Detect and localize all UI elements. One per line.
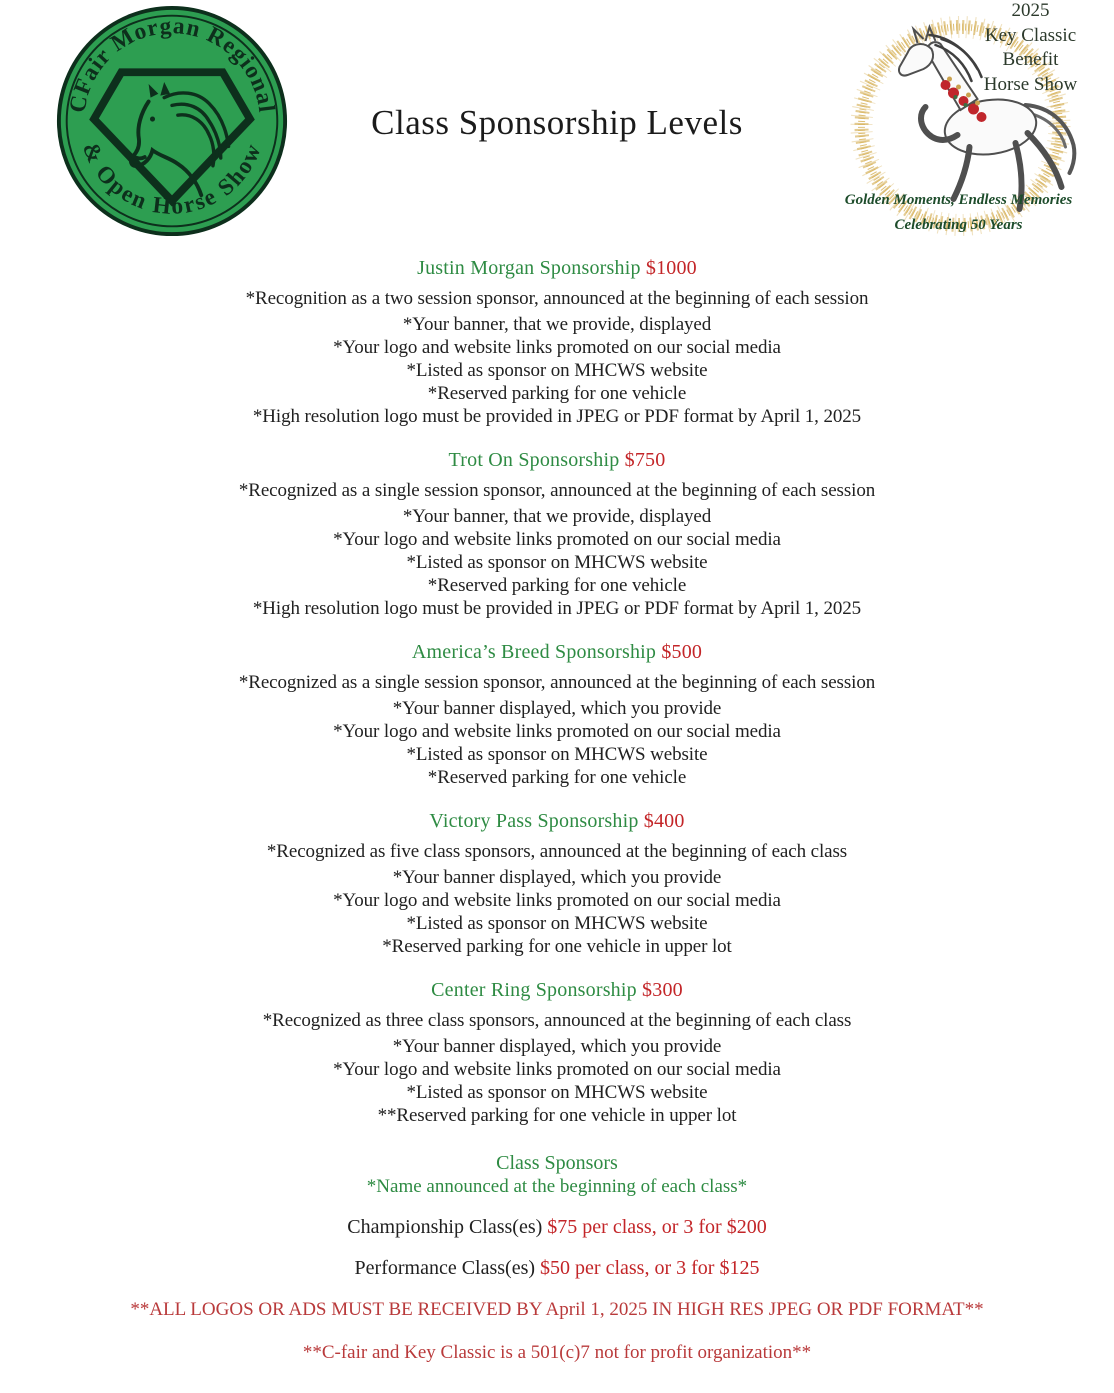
benefit-line: *Your logo and website links promoted on our social media bbox=[333, 529, 781, 550]
flyer-body bbox=[0, 256, 1114, 1364]
tier-price: $300 bbox=[642, 979, 683, 1001]
benefit-line: *Reserved parking for one vehicle in upper lot bbox=[382, 936, 732, 957]
section-heading bbox=[0, 978, 1114, 1002]
tier-price: $400 bbox=[643, 810, 685, 832]
benefit-line: *Reserved parking for one vehicle bbox=[427, 575, 687, 596]
flyer-header bbox=[0, 0, 1114, 252]
benefit-line: *Listed as sponsor on MHCWS website bbox=[406, 552, 708, 573]
class-price: $75 per class, or 3 for $200 bbox=[547, 1216, 767, 1238]
benefit-line: *Recognized as a single session sponsor, announced at the beginning of each session bbox=[238, 672, 876, 693]
footnote-logo-deadline: **ALL LOGOS OR ADS MUST BE RECEIVED BY April 1, 2025 IN HIGH RES JPEG OR PDF FORMAT** bbox=[130, 1299, 984, 1320]
tier-name: Victory Pass Sponsorship bbox=[429, 810, 639, 832]
benefit-line: *Listed as sponsor on MHCWS website bbox=[406, 913, 708, 934]
tier-price: $1000 bbox=[645, 257, 697, 279]
tier-name: Justin Morgan Sponsorship bbox=[417, 257, 641, 279]
benefit-line: *Your logo and website links promoted on our social media bbox=[333, 721, 781, 742]
class-sponsors-subheading: *Name announced at the beginning of each class* bbox=[366, 1176, 748, 1197]
benefit-line: **Reserved parking for one vehicle in upper lot bbox=[377, 1105, 737, 1126]
kc-year: 2025 bbox=[1011, 0, 1050, 21]
benefit-line: *Listed as sponsor on MHCWS website bbox=[406, 1082, 708, 1103]
section-trot-on bbox=[0, 448, 1114, 620]
kc-tagline2: Celebrating 50 Years bbox=[894, 217, 1023, 233]
benefit-line: *Your banner, that we provide, displayed bbox=[402, 506, 712, 527]
benefit-line: *Your logo and website links promoted on our social media bbox=[333, 1059, 781, 1080]
section-center-ring bbox=[0, 978, 1114, 1127]
benefit-line: *Your banner, that we provide, displayed bbox=[402, 314, 712, 335]
kc-tagline1: Golden Moments, Endless Memories bbox=[844, 192, 1073, 208]
benefit-line: *High resolution logo must be provided in JPEG or PDF format by April 1, 2025 bbox=[252, 406, 862, 427]
tier-price: $750 bbox=[624, 449, 666, 471]
section-americas-breed bbox=[0, 640, 1114, 789]
benefit-line: *Reserved parking for one vehicle bbox=[427, 767, 687, 788]
benefit-line: *Recognition as a two session sponsor, announced at the beginning of each session bbox=[245, 288, 869, 309]
key-classic-title-text bbox=[984, 0, 1078, 95]
section-class-sponsors bbox=[0, 1151, 1114, 1280]
section-heading bbox=[0, 809, 1114, 833]
tier-name: Trot On Sponsorship bbox=[448, 449, 620, 471]
benefit-line: *Your logo and website links promoted on our social media bbox=[333, 890, 781, 911]
section-victory-pass bbox=[0, 809, 1114, 958]
footnote-nonprofit: **C-fair and Key Classic is a 501(c)7 not for profit organization** bbox=[302, 1342, 812, 1363]
benefit-line: *Your banner displayed, which you provide bbox=[392, 1036, 722, 1057]
benefit-line: *High resolution logo must be provided in JPEG or PDF format by April 1, 2025 bbox=[252, 598, 862, 619]
performance-class-line bbox=[0, 1256, 1114, 1280]
tier-price: $500 bbox=[661, 641, 703, 663]
page-title: Class Sponsorship Levels bbox=[371, 103, 743, 142]
kc-line2: Key Classic bbox=[984, 25, 1077, 46]
benefit-line: *Your banner displayed, which you provide bbox=[392, 867, 722, 888]
logo-arc-bottom-text: & Open Horse Show bbox=[76, 138, 268, 221]
class-price: $50 per class, or 3 for $125 bbox=[540, 1257, 760, 1279]
championship-class-line bbox=[0, 1215, 1114, 1239]
benefit-line: *Your logo and website links promoted on our social media bbox=[333, 337, 781, 358]
benefit-line: *Listed as sponsor on MHCWS website bbox=[406, 744, 708, 765]
class-label: Championship Class(es) bbox=[347, 1216, 543, 1238]
benefit-line: *Recognized as three class sponsors, announced at the beginning of each class bbox=[262, 1010, 852, 1031]
section-heading bbox=[0, 448, 1114, 472]
class-sponsors-heading: Class Sponsors bbox=[496, 1152, 618, 1174]
kc-line3: Benefit bbox=[1002, 49, 1059, 70]
key-classic-logo bbox=[830, 0, 1096, 250]
benefit-line: *Reserved parking for one vehicle bbox=[427, 383, 687, 404]
class-label: Performance Class(es) bbox=[354, 1257, 536, 1279]
tier-name: Center Ring Sponsorship bbox=[431, 979, 637, 1001]
section-justin-morgan bbox=[0, 256, 1114, 428]
benefit-line: *Recognized as a single session sponsor, announced at the beginning of each session bbox=[238, 480, 876, 501]
kc-line4: Horse Show bbox=[983, 74, 1078, 95]
section-heading bbox=[0, 640, 1114, 664]
benefit-line: *Recognized as five class sponsors, announced at the beginning of each class bbox=[266, 841, 848, 862]
benefit-line: *Your banner displayed, which you provide bbox=[392, 698, 722, 719]
benefit-line: *Listed as sponsor on MHCWS website bbox=[406, 360, 708, 381]
section-heading bbox=[0, 256, 1114, 280]
key-classic-logo-graphic bbox=[830, 0, 1096, 250]
logo-arc-top-text: CFair Morgan Regional bbox=[64, 13, 280, 115]
tier-name: America’s Breed Sponsorship bbox=[411, 641, 657, 663]
